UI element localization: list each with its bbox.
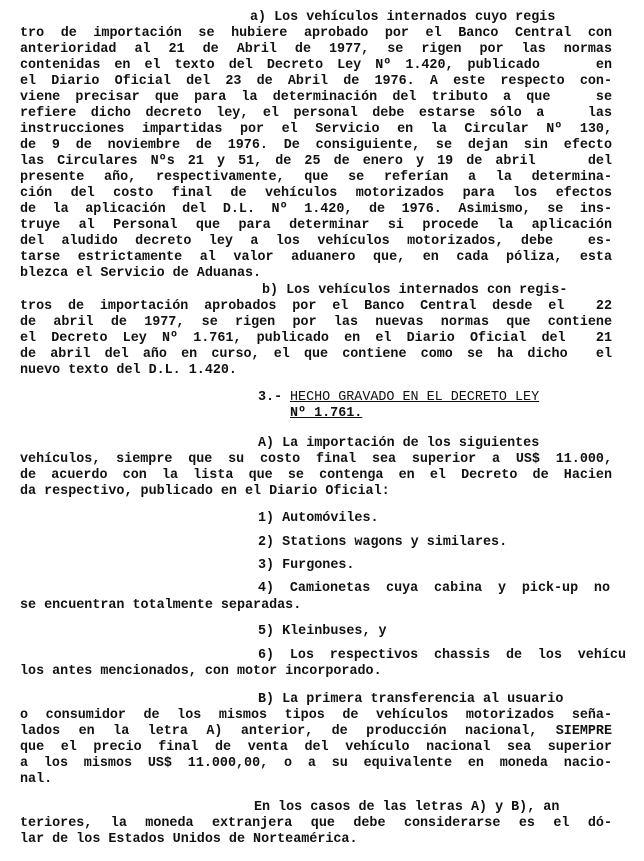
para-a-line: del aludido decreto ley a los vehículos motorizados, debe es- [20,234,612,249]
list-item: 1) Automóviles. [258,511,379,526]
para-b-line: de abril del año en curso, el que contiene como se ha dicho el [20,347,612,362]
para-A-line: de acuerdo con la lista que se contenga en el Decreto de Hacien [20,468,612,483]
list-item: 3) Furgones. [258,558,355,573]
para-final-line: teriores, la moneda extranjera que debe considerarse es el dó- [20,816,612,831]
para-a-line: tarse estrictamente al valor aduanero que, en cada póliza, esta [20,250,612,265]
para-a-line: presente año, respectivamente, que se referían a la determina- [20,170,612,185]
para-final-line: En los casos de las letras A) y B), an [254,800,560,815]
para-B-line: lados en la letra A) anterior, de producción nacional, SIEMPRE [20,724,612,739]
para-a-line: contenidas en el texto del Decreto Ley Nº 1.420, publicado en [20,58,612,73]
para-b-line: tros de importación aprobados por el Banco Central desde el 22 [20,299,612,314]
para-B-line: o consumidor de los mismos tipos de vehículos motorizados seña- [20,708,612,723]
list-item-cont: se encuentran totalmente separadas. [20,598,302,613]
para-a-line: truye al Personal que para determinar si procede la aplicación [20,218,612,233]
para-a-line: de la aplicación del D.L. Nº 1.420, de 1976. Asimismo, se ins- [20,202,612,217]
para-a-line: ción del costo final de vehículos motorizados para los efectos [20,186,612,201]
para-final-line: lar de los Estados Unidos de Norteamérica. [20,832,358,847]
para-b-line: nuevo texto del D.L. 1.420. [20,363,237,378]
para-B-line: nal. [20,772,53,787]
para-a-line: anterioridad al 21 de Abril de 1977, se rigen por las normas [20,42,612,57]
para-a-line: a) Los vehículos internados cuyo regis [250,10,556,25]
para-A-line: vehículos, siempre que su costo final sea superior a US$ 11.000, [20,452,612,467]
para-b-line: b) Los vehículos internados con regis- [262,283,568,298]
para-B-line: a los mismos US$ 11.000,00, o a su equivalente en moneda nacio- [20,756,612,771]
list-item-cont: los antes mencionados, con motor incorporado. [20,664,382,679]
para-a-line: el Diario Oficial del 23 de Abril de 1976. A este respecto con- [20,74,612,89]
list-item: 4) Camionetas cuya cabina y pick-up no [258,581,610,596]
para-a-line: de 9 de noviembre de 1976. De consiguiente, se dejan sin efecto [20,138,612,153]
section-heading-cont: Nº 1.761. [290,406,363,421]
list-item: 6) Los respectivos chassis de los vehícu [258,648,626,663]
para-B-line: que el precio final de venta del vehículo nacional sea superior [20,740,612,755]
para-a-line: tro de importación se hubiere aprobado por el Banco Central con [20,26,612,41]
para-a-line: refiere dicho decreto ley, el personal debe estarse sólo a las [20,106,612,121]
para-A-line: A) La importación de los siguientes [258,436,540,451]
list-item: 2) Stations wagons y similares. [258,535,508,550]
para-a-line: blezca el Servicio de Aduanas. [20,266,262,281]
para-a-line: instrucciones impartidas por el Servicio en la Circular Nº 130, [20,122,612,137]
list-item: 5) Kleinbuses, y [258,624,387,639]
section-number: 3.- [258,390,283,405]
para-A-line: da respectivo, publicado en el Diario Oficial: [20,484,390,499]
para-b-line: el Decreto Ley Nº 1.761, publicado en el Diario Oficial del 21 [20,331,612,346]
para-a-line: las Circulares Nºs 21 y 51, de 25 de enero y 19 de abril del [20,154,612,169]
para-b-line: de abril de 1977, se rigen por las nuevas normas que contiene [20,315,612,330]
section-heading: HECHO GRAVADO EN EL DECRETO LEY [290,390,540,405]
para-B-line: B) La primera transferencia al usuario [258,692,564,707]
para-a-line: viene precisar que para la determinación del tributo a que se [20,90,612,105]
